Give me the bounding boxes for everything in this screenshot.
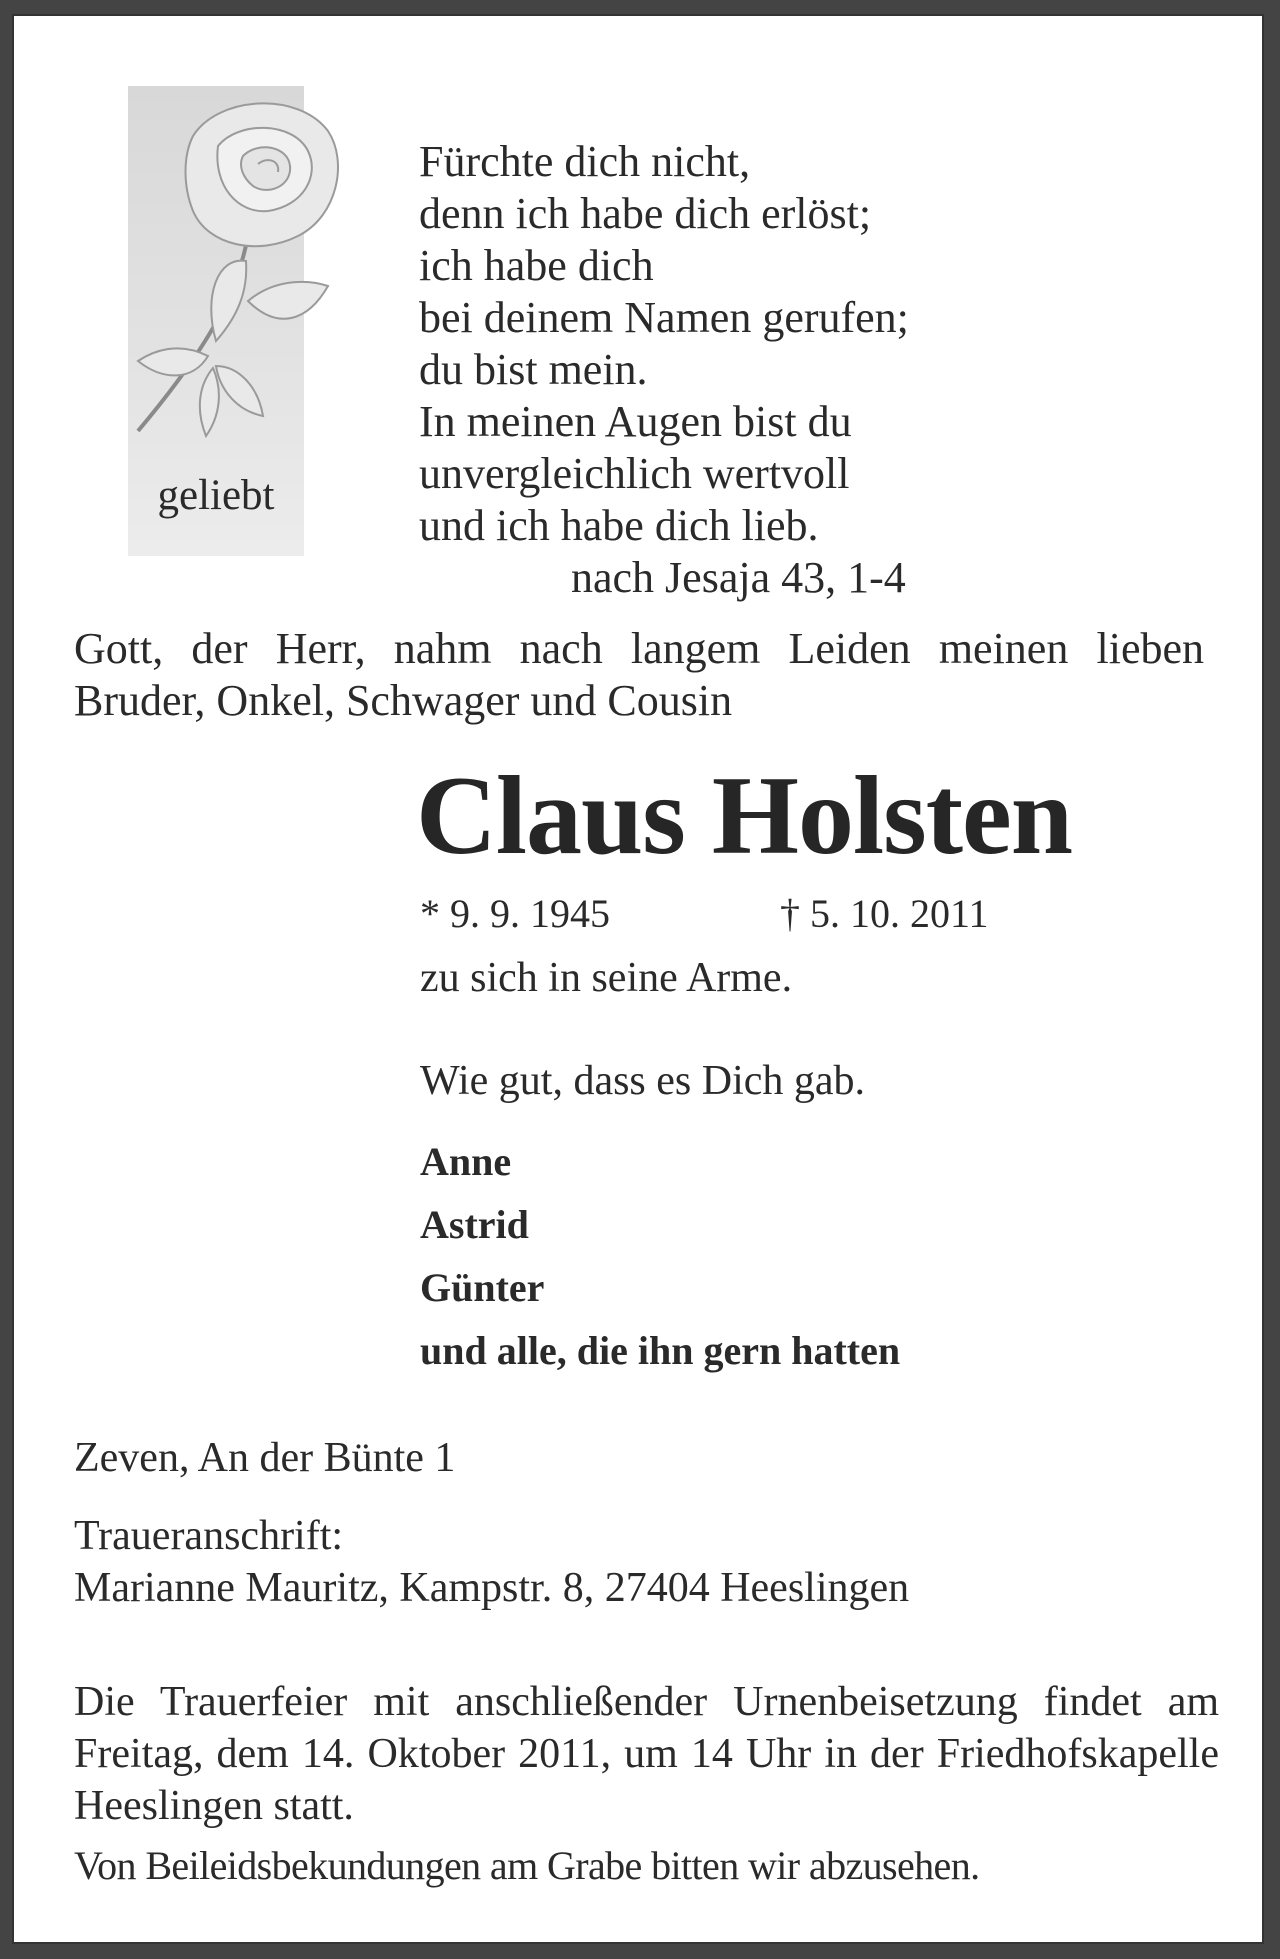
mourner-name: Anne xyxy=(420,1139,512,1184)
deceased-name: Claus Holsten xyxy=(416,754,1072,878)
life-dates xyxy=(420,890,989,938)
residence-address: Zeven, An der Bünte 1 xyxy=(74,1435,456,1481)
obituary-notice xyxy=(12,14,1264,1944)
verse-line: denn ich habe dich erlöst; xyxy=(419,189,872,238)
birth-date: * 9. 9. 1945 xyxy=(420,891,610,936)
bible-verse xyxy=(419,136,909,604)
verse-line: und ich habe dich lieb. xyxy=(419,501,819,550)
rose-caption: geliebt xyxy=(157,472,275,519)
verse-line: ich habe dich xyxy=(419,241,654,290)
sentiment-line: Wie gut, dass es Dich gab. xyxy=(420,1058,866,1104)
verse-line: In meinen Augen bist du xyxy=(419,397,852,446)
mourner-name: Günter xyxy=(420,1265,545,1310)
condolence-note: Von Beileidsbekundungen am Grabe bitten wir abzusehen. xyxy=(74,1843,980,1888)
verse-line: du bist mein. xyxy=(419,345,648,394)
closing-phrase: zu sich in seine Arme. xyxy=(420,955,793,1001)
rose-icon xyxy=(98,86,358,466)
death-date: † 5. 10. 2011 xyxy=(780,891,989,936)
verse-source: nach Jesaja 43, 1-4 xyxy=(571,553,906,602)
rose-panel xyxy=(128,86,304,556)
condolence-address xyxy=(74,1510,909,1614)
condolence-label: Traueranschrift: xyxy=(74,1513,344,1559)
verse-line: unvergleichlich wertvoll xyxy=(419,449,850,498)
verse-line: Fürchte dich nicht, xyxy=(419,137,751,186)
ceremony-info: Die Trauerfeier mit anschließender Urnenbeisetzung findet am Freitag, dem 14. Oktober 2011, um 14 Uhr in der Friedhofskapelle Heeslingen statt. xyxy=(74,1679,1219,1829)
verse-line: bei deinem Namen gerufen; xyxy=(419,293,909,342)
mourner-name: Astrid xyxy=(420,1202,529,1247)
lead-text: Gott, der Herr, nahm nach langem Leiden meinen lieben Bruder, Onkel, Schwager und Cousin xyxy=(74,624,1204,725)
mourners-list xyxy=(420,1130,900,1382)
condolence-value: Marianne Mauritz, Kampstr. 8, 27404 Heeslingen xyxy=(74,1565,910,1611)
mourner-name: und alle, die ihn gern hatten xyxy=(420,1328,901,1373)
